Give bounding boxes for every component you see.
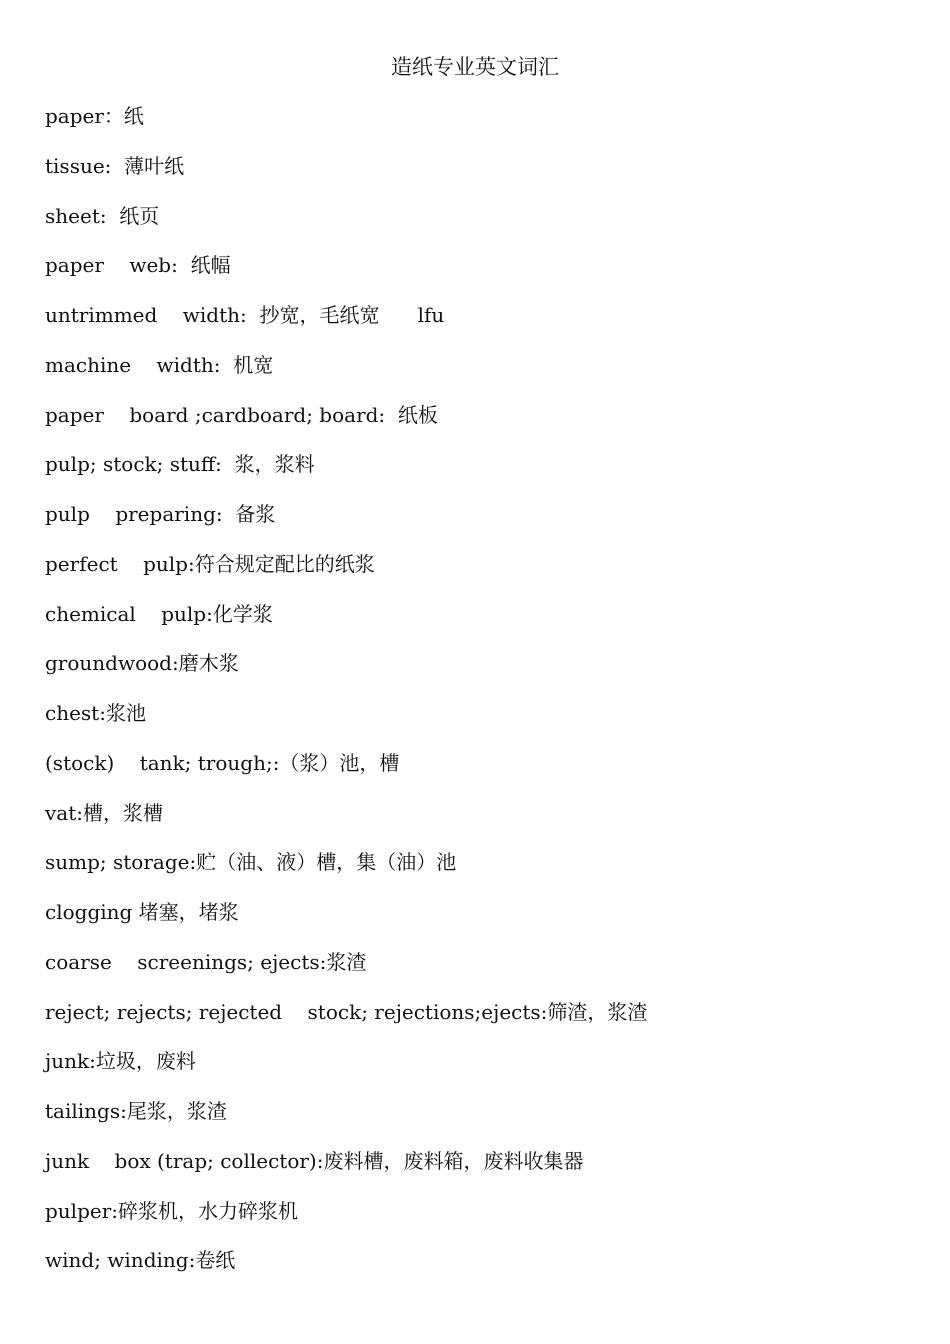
glossary-entry: reject; rejects; rejected stock; rejections;ejects:筛渣，浆渣 xyxy=(45,999,648,1024)
glossary-entry: vat:槽，浆槽 xyxy=(45,800,163,825)
glossary-entry: junk box (trap; collector):废料槽，废料箱，废料收集器 xyxy=(45,1148,584,1173)
glossary-entry: groundwood:磨木浆 xyxy=(45,651,239,676)
glossary-entry: sheet: 纸页 xyxy=(45,203,160,228)
glossary-entry: chemical pulp:化学浆 xyxy=(45,601,273,626)
glossary-entry: paper board ;cardboard; board: 纸板 xyxy=(45,402,438,427)
glossary-entry: coarse screenings; ejects:浆渣 xyxy=(45,949,367,974)
glossary-entry: chest:浆池 xyxy=(45,701,146,725)
glossary-entry: paper web: 纸幅 xyxy=(45,253,231,278)
glossary-entry: machine width: 机宽 xyxy=(45,352,274,377)
glossary-entry: pulp preparing: 备浆 xyxy=(45,502,276,526)
glossary-entry: sump; storage:贮（油、液）槽，集（油）池 xyxy=(45,850,457,875)
glossary-entry: untrimmed width: 抄宽，毛纸宽 lfu xyxy=(45,303,445,327)
glossary-entry: pulper:碎浆机，水力碎浆机 xyxy=(45,1198,299,1223)
glossary-entry: clogging 堵塞，堵浆 xyxy=(45,900,239,924)
glossary-entry: junk:垃圾，废料 xyxy=(45,1049,196,1074)
glossary-entry: (stock) tank; trough;:（浆）池，槽 xyxy=(45,750,400,775)
glossary-entry: paper：纸 xyxy=(45,104,144,128)
glossary-entry: wind; winding:卷纸 xyxy=(45,1248,236,1273)
glossary-entry: perfect pulp:符合规定配比的纸浆 xyxy=(45,551,375,576)
glossary-entry: tailings:尾浆，浆渣 xyxy=(45,1099,227,1123)
glossary-entry: pulp; stock; stuff: 浆，浆料 xyxy=(45,452,315,477)
glossary-entry: tissue: 薄叶纸 xyxy=(45,153,185,178)
glossary-list xyxy=(45,101,910,1295)
page-title: 造纸专业英文词汇 xyxy=(391,55,559,79)
